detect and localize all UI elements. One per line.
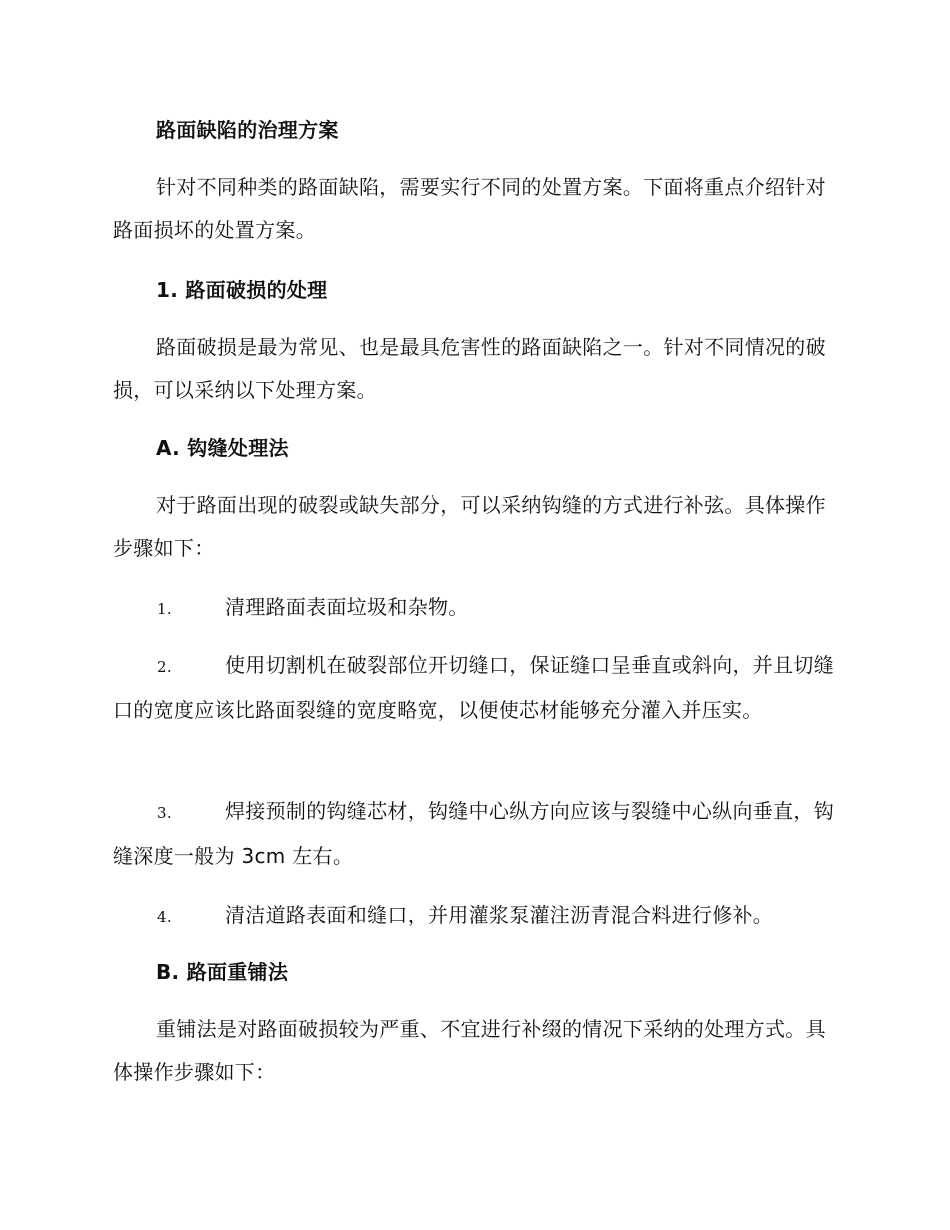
intro-paragraph: 针对不同种类的路面缺陷，需要实行不同的处置方案。下面将重点介绍针对路面损坏的处置方案。 xyxy=(113,175,826,242)
list-number: 3. xyxy=(157,804,172,822)
list-item xyxy=(113,644,835,732)
list-text: 清理路面表面垃圾和杂物。 xyxy=(225,595,469,619)
methodB-heading: B. 路面重铺法 xyxy=(156,960,289,984)
list-number: 4. xyxy=(157,908,172,926)
list-text: 焊接预制的钩缝芯材，钩缝中心纵方向应该与裂缝中心纵向垂直，钩缝深度一般为 3cm 左右。 xyxy=(113,799,834,868)
list-item xyxy=(113,790,835,878)
document-title: 路面缺陷的治理方案 xyxy=(156,118,339,142)
section1-heading: 1. 路面破损的处理 xyxy=(156,278,328,302)
section1-paragraph: 路面破损是最为常见、也是最具危害性的路面缺陷之一。针对不同情况的破损，可以采纳以下处理方案。 xyxy=(113,335,826,402)
methodA-heading: A. 钩缝处理法 xyxy=(156,436,289,460)
list-text: 使用切割机在破裂部位开切缝口，保证缝口呈垂直或斜向，并且切缝口的宽度应该比路面裂缝的宽度略宽，以便使芯材能够充分灌入并压实。 xyxy=(113,653,834,722)
methodB-paragraph: 重铺法是对路面破损较为严重、不宜进行补缀的情况下采纳的处理方式。具体操作步骤如下： xyxy=(113,1017,826,1084)
methodA-paragraph: 对于路面出现的破裂或缺失部分，可以采纳钩缝的方式进行补弦。具体操作步骤如下： xyxy=(113,493,826,560)
list-item xyxy=(113,586,835,631)
list-item xyxy=(113,894,835,939)
list-number: 1. xyxy=(157,600,172,618)
list-number: 2. xyxy=(157,658,172,676)
list-text: 清洁道路表面和缝口，并用灌浆泵灌注沥青混合料进行修补。 xyxy=(225,903,774,927)
